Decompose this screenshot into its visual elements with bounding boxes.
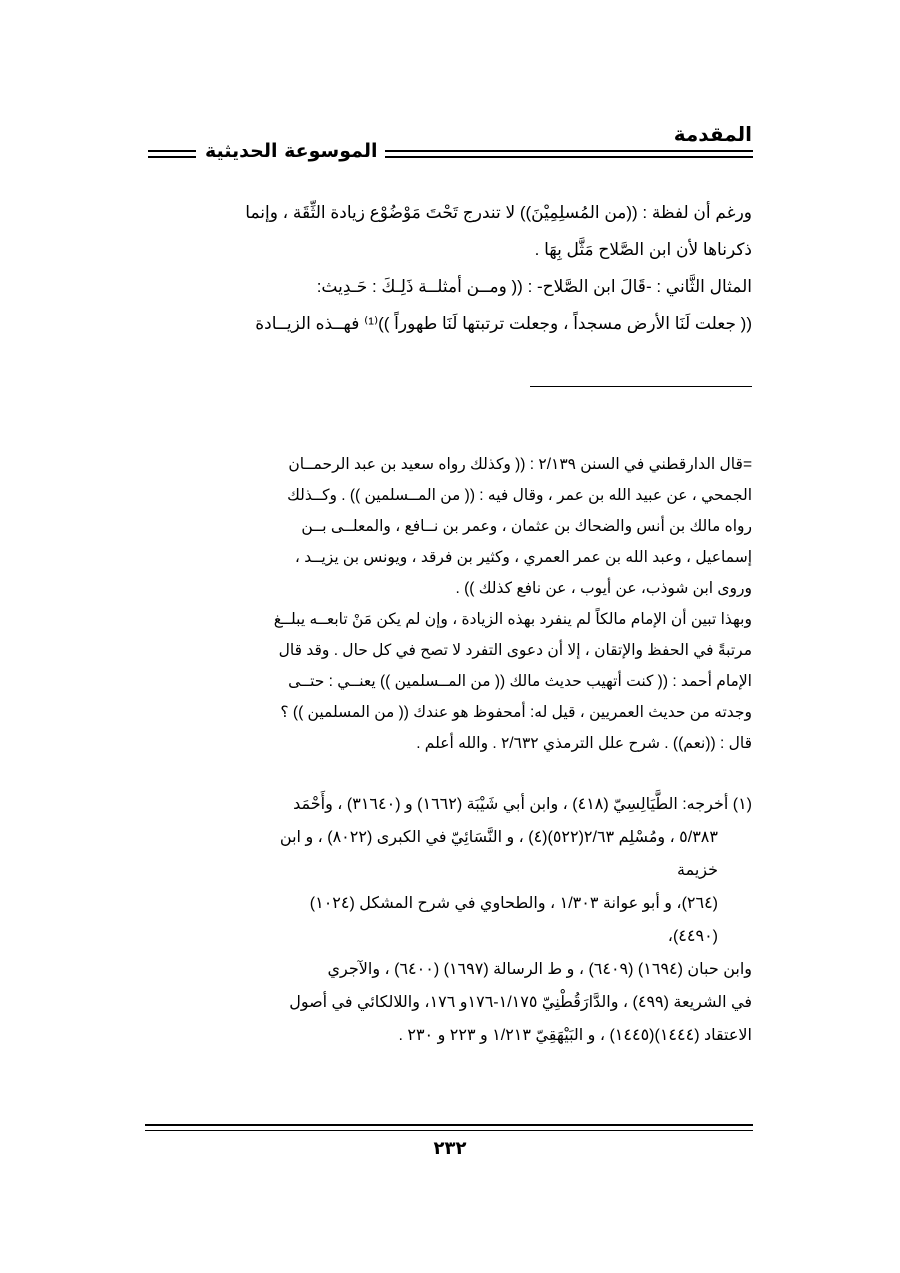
note-line: وجدته من حديث العمريين ، قيل له: أمحفوظ هو عندك (( من المسلمين )) ؟	[280, 704, 752, 721]
note-line: إسماعيل ، وعبد الله بن عمر العمري ، وكثير بن فرقد ، ويونس بن يزيــد ،	[294, 549, 752, 566]
ref-line: (٢٦٤)، و أبو عوانة ١/٣٠٣ ، والطحاوي في شرح المشكل (١٠٢٤)	[309, 895, 718, 912]
main-line: (( جعلت لَنَا الأرض مسجداً ، وجعلت ترتبتها لَنَا طهوراً ))⁽¹⁾ فهــذه الزيــادة	[255, 314, 752, 333]
main-text	[147, 194, 752, 342]
footnote-continuation	[147, 449, 752, 759]
header-rule-right	[385, 150, 753, 152]
page-number: ٢٣٢	[433, 1138, 467, 1159]
header-rule-left	[148, 150, 196, 152]
footer-rule-top	[145, 1124, 753, 1126]
ref-line: (١) أخرجه: الطَّيَالِسِيّ (٤١٨) ، وابن أبي شَيْبَة (١٦٦٢) و (٣١٦٤٠) ، وأَحْمَد	[293, 796, 752, 813]
note-line: =قال الدارقطني في السنن ٢/١٣٩ : (( وكذلك رواه سعيد بن عبد الرحمــان	[288, 456, 752, 473]
footer-rule-bottom	[145, 1130, 753, 1131]
main-line: ورغم أن لفظة : ((من المُسلِمِيْنَ)) لا تندرج تَحْتَ مَوْضُوْع زيادة الثِّقَة ، وإنما	[245, 203, 752, 222]
note-line: رواه مالك بن أنس والضحاك بن عثمان ، وعمر بن نــافع ، والمعلــى بــن	[301, 518, 752, 535]
ref-line: الاعتقاد (١٤٤٤)(١٤٤٥) ، و البَيْهَقِيّ ١/٢١٣ و ٢٢٣ و ٢٣٠ .	[398, 1027, 752, 1044]
footnote-separator	[530, 386, 752, 387]
ref-line: (٤٤٩٠)،	[667, 928, 718, 945]
note-line: مرتبةً في الحفظ والإتقان ، إلا أن دعوى التفرد لا تصح في كل حال . وقد قال	[278, 642, 752, 659]
note-line: وروى ابن شوذب، عن أيوب ، عن نافع كذلك )) .	[455, 580, 752, 597]
header-rule-right-lower	[385, 156, 753, 158]
chapter-title: المقدمة	[673, 122, 752, 146]
series-title: الموسوعة الحديثية	[205, 140, 378, 162]
ref-line: ٥/٣٨٣ ، ومُسْلِم ٢/٦٣(٥٢٢)(٤) ، و النَّسَائِيّ في الكبرى (٨٠٢٢) ، و ابن	[279, 829, 718, 846]
main-line: ذكرناها لأن ابن الصَّلاح مَثَّل بِهَا .	[534, 240, 752, 259]
note-line: قال : ((نعم)) . شرح علل الترمذي ٢/٦٣٢ . والله أعلم .	[416, 735, 752, 752]
ref-line: خزيمة	[677, 862, 718, 879]
header-rule-left-lower	[148, 156, 196, 158]
ref-line: في الشريعة (٤٩٩) ، والدَّارَقُطْنِيّ ١/١٧٥-١٧٦و ١٧٦، واللالكائي في أصول	[289, 994, 752, 1011]
note-line: الإمام أحمد : (( كنت أتهيب حديث مالك (( من المــسلمين )) يعنــي : حتــى	[288, 673, 752, 690]
footnote-1	[147, 788, 752, 1052]
note-line: وبهذا تبين أن الإمام مالكاً لم ينفرد بهذه الزيادة ، وإن لم يكن مَنْ تابعــه يبلــغ	[273, 611, 752, 628]
note-line: الجمحي ، عن عبيد الله بن عمر ، وقال فيه : (( من المــسلمين )) . وكــذلك	[287, 487, 752, 504]
main-line: المثال الثَّاني : -قَالَ ابن الصَّلاح- : (( ومــن أمثلــة ذَلِـكَ : حَـدِيث:	[316, 277, 752, 296]
ref-line: وابن حبان (١٦٩٤) (٦٤٠٩) ، و ط الرسالة (١٦٩٧) (٦٤٠٠) ، والآجري	[327, 961, 752, 978]
